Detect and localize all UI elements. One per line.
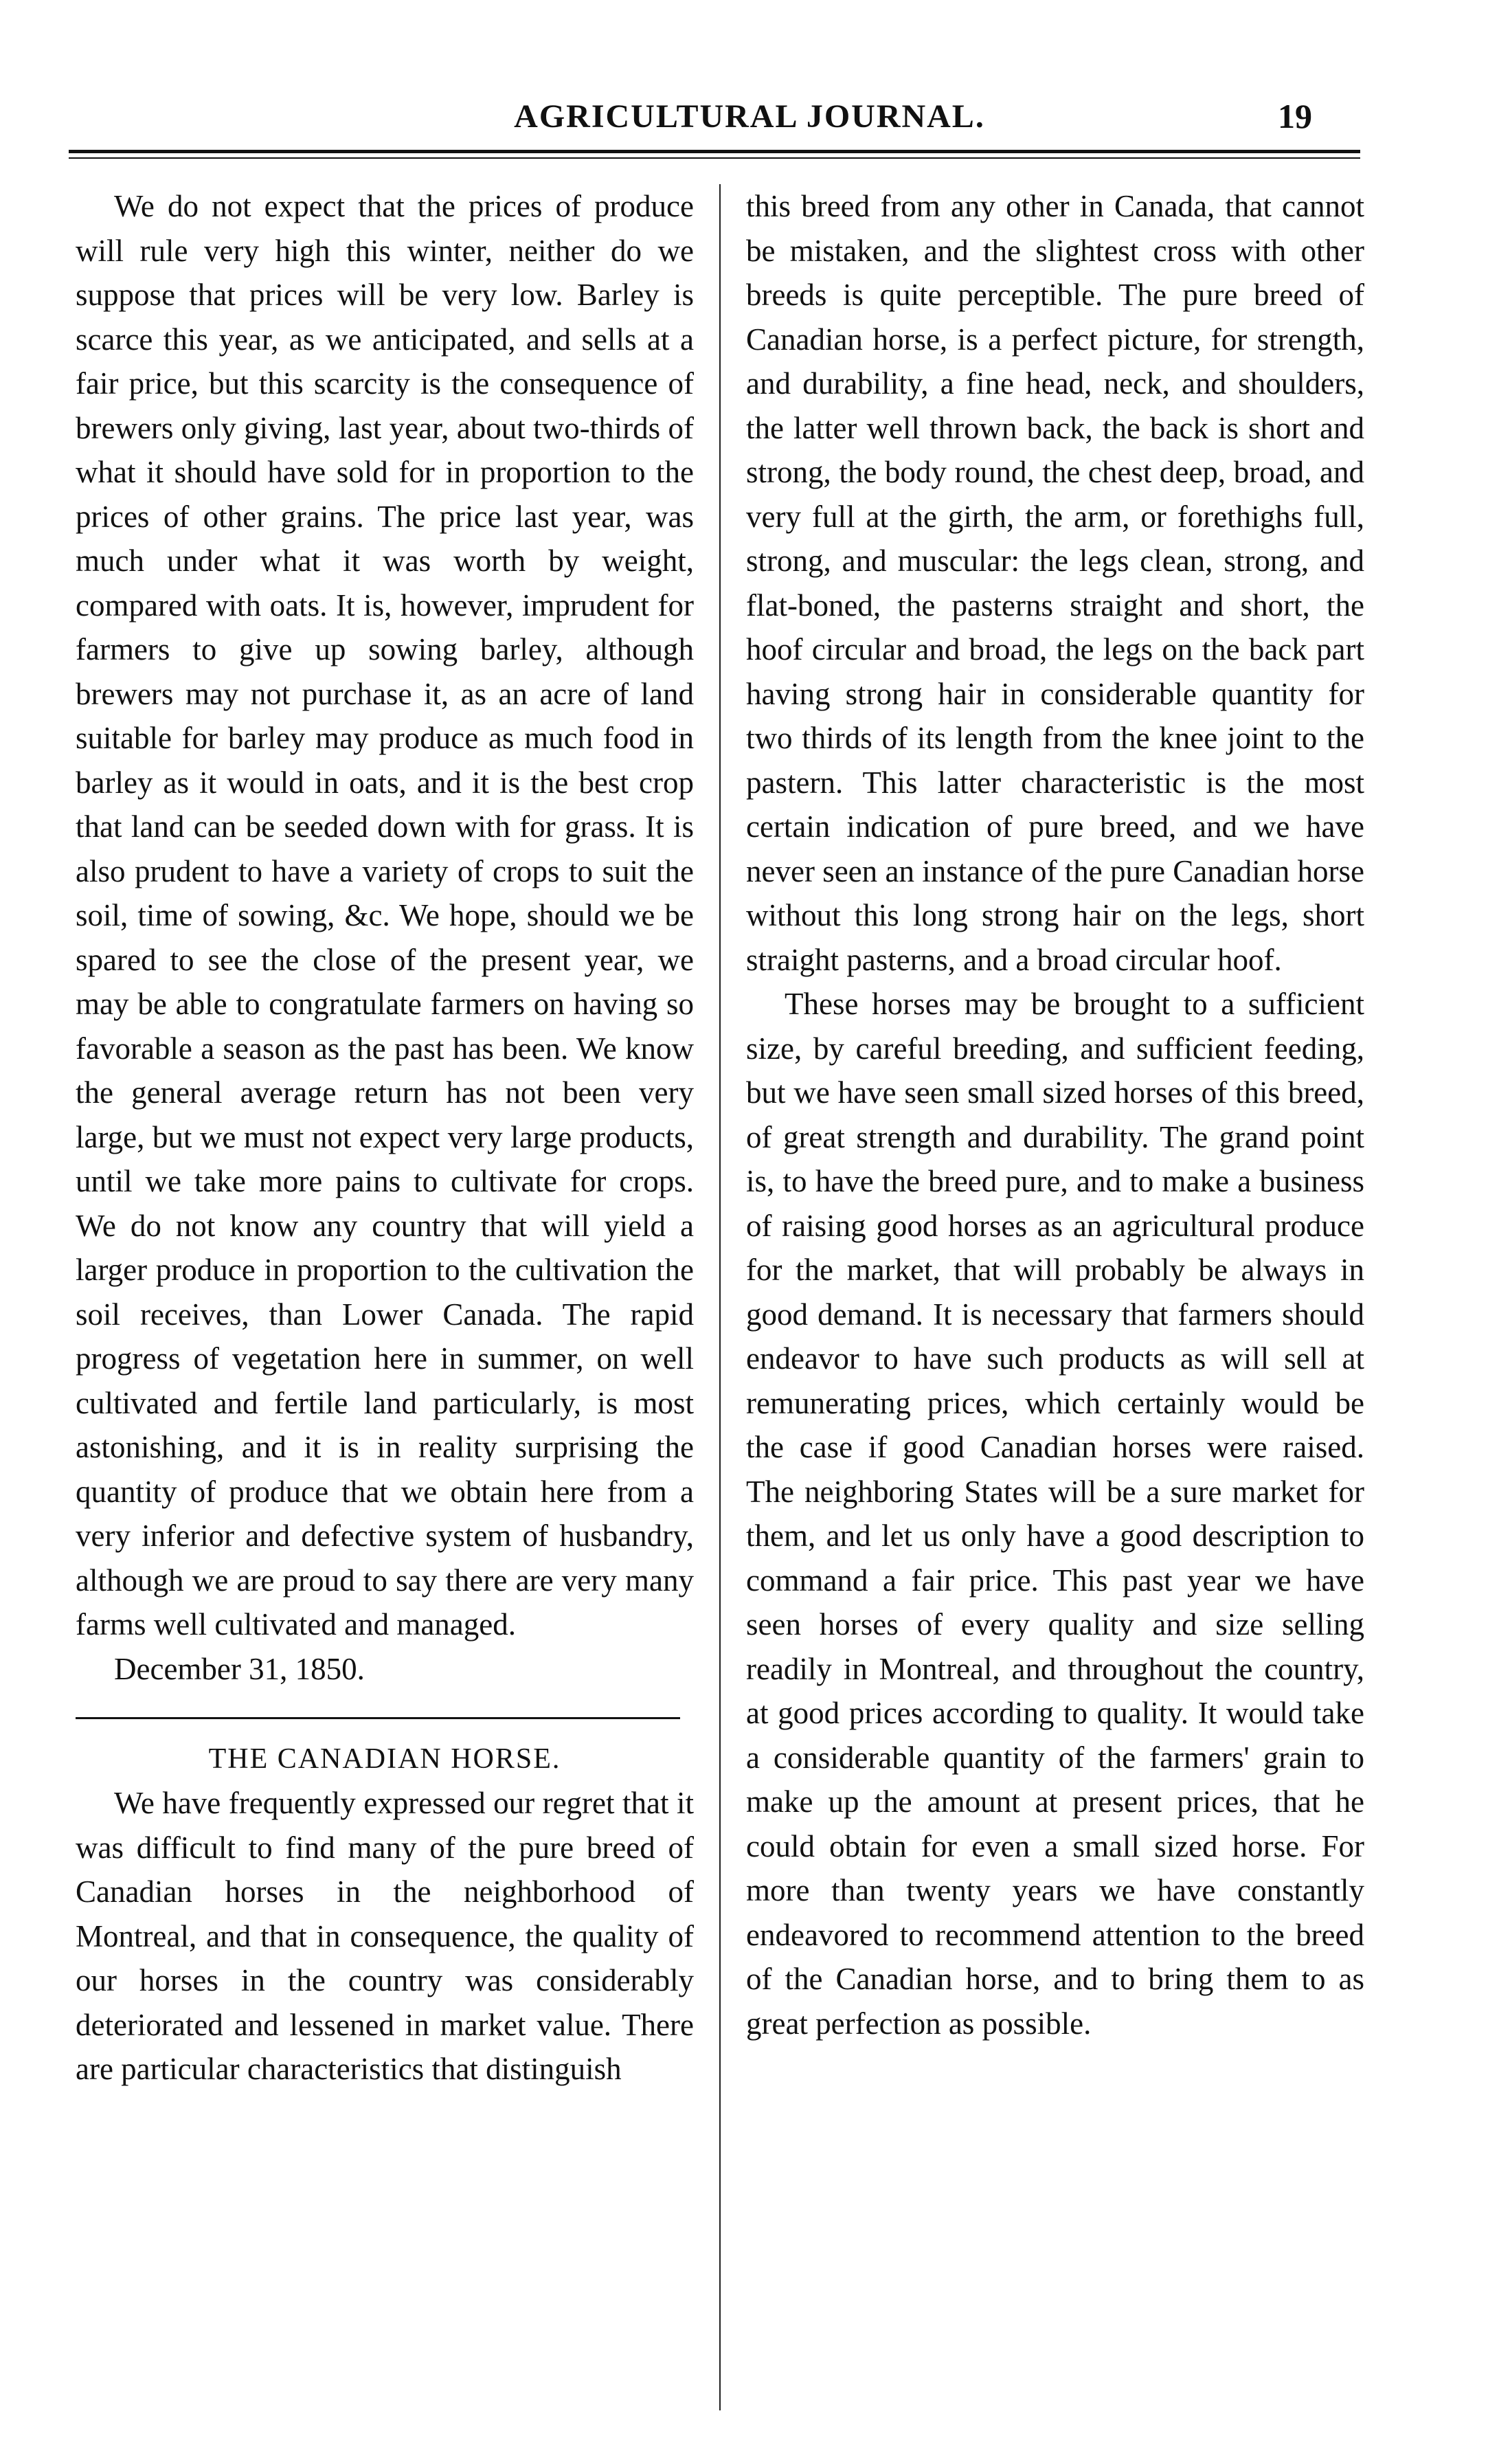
header-rule-thick (69, 150, 1360, 153)
left-paragraph-canadian-horse: We have frequently expressed our regret that it was difficult to find many of the pure breed of Canadian horses in the neighborhood of Montreal, and that in consequence, the quality of our horses in the country was considerably deteriorated and lessened in market value. There are particular characteristics that distinguish (76, 1786, 694, 2086)
article-date: December 31, 1850. (114, 1651, 365, 1686)
right-paragraph-breeding-market: These horses may be brought to a sufficient size, by careful breeding, and sufficient feeding, but we have seen small sized horses of this breed, of great strength and durability. The grand point is, to have the breed pure, and to make a business of raising good horses as an agricultural produce for the market, that will probably be always in good demand. It is necessary that farmers should endeavor to have such products as will sell at remunerating prices, which certainly would be the case if good Canadian horses were raised. The neighboring States will be a sure market for them, and let us only have a good description to command a fair price. This past year we have seen horses of every quality and size selling readily in Montreal, and throughout the country, at good prices according to quality. It would take a considerable quantity of the farmers' grain to make up the amount at present prices, that he could obtain for even a small sized horse. For more than twenty years we have constantly endeavored to recommend attention to the breed of the Canadian horse, and to bring them to as great perfection as possible. (746, 987, 1364, 2041)
section-divider-rule (76, 1717, 680, 1719)
right-column (746, 184, 1364, 2438)
page-number: 19 (1278, 97, 1312, 135)
running-header-title: AGRICULTURAL JOURNAL. (514, 98, 985, 135)
left-paragraph-produce-prices: We do not expect that the prices of produce will rule very high this winter, neither do we suppose that prices will be very low. Barley is scarce this year, as we anticipated, and sells at a fair price, but this scarcity is the consequence of brewers only giving, last year, about two-thirds of what it should have sold for in proportion to the prices of other grains. The price last year, was much under what it was worth by weight, compared with oats. It is, however, imprudent for farmers to give up sowing barley, although brewers may not purchase it, as an acre of land suitable for barley may produce as much food in barley as it would in oats, and it is the best crop that land can be seeded down with for grass. It is also prudent to have a variety of crops to suit the soil, time of sowing, &c. We hope, should we be spared to see the close of the present year, we may be able to congratulate farmers on having so favorable a season as the past has been. We know the general average return has not been very large, but we must not expect very large products, until we take more pains to cultivate for crops. We do not know any country that will yield a larger produce in proportion to the cultivation the soil receives, than Lower Canada. The rapid progress of vegetation here in summer, on well cultivated and fertile land particularly, is most astonishing, and it is in reality surprising the quantity of produce that we obtain here from a very inferior and defective system of husbandry, although we are proud to say there are very many farms well cultivated and managed. (76, 189, 694, 1642)
left-column (76, 184, 694, 2438)
header-rule-thin (69, 157, 1360, 159)
column-divider (719, 184, 721, 2410)
right-paragraph-breed-characteristics: this breed from any other in Canada, that cannot be mistaken, and the slightest cross with other breeds is quite perceptible. The pure breed of Canadian horse, is a perfect picture, for strength, and durability, a fine head, neck, and shoulders, the latter well thrown back, the back is short and strong, the body round, the chest deep, broad, and very full at the girth, the arm, or forethighs full, strong, and muscular: the legs clean, strong, and flat-boned, the pasterns straight and short, the hoof circular and broad, the legs on the back part having strong hair in considerable quantity for two thirds of its length from the knee joint to the pastern. This latter characteristic is the most certain indication of pure breed, and we have never seen an instance of the pure Canadian horse without this long strong hair on the legs, short straight pasterns, and a broad circular hoof. (746, 189, 1364, 977)
section-title-canadian-horse: THE CANADIAN HORSE. (208, 1743, 561, 1775)
